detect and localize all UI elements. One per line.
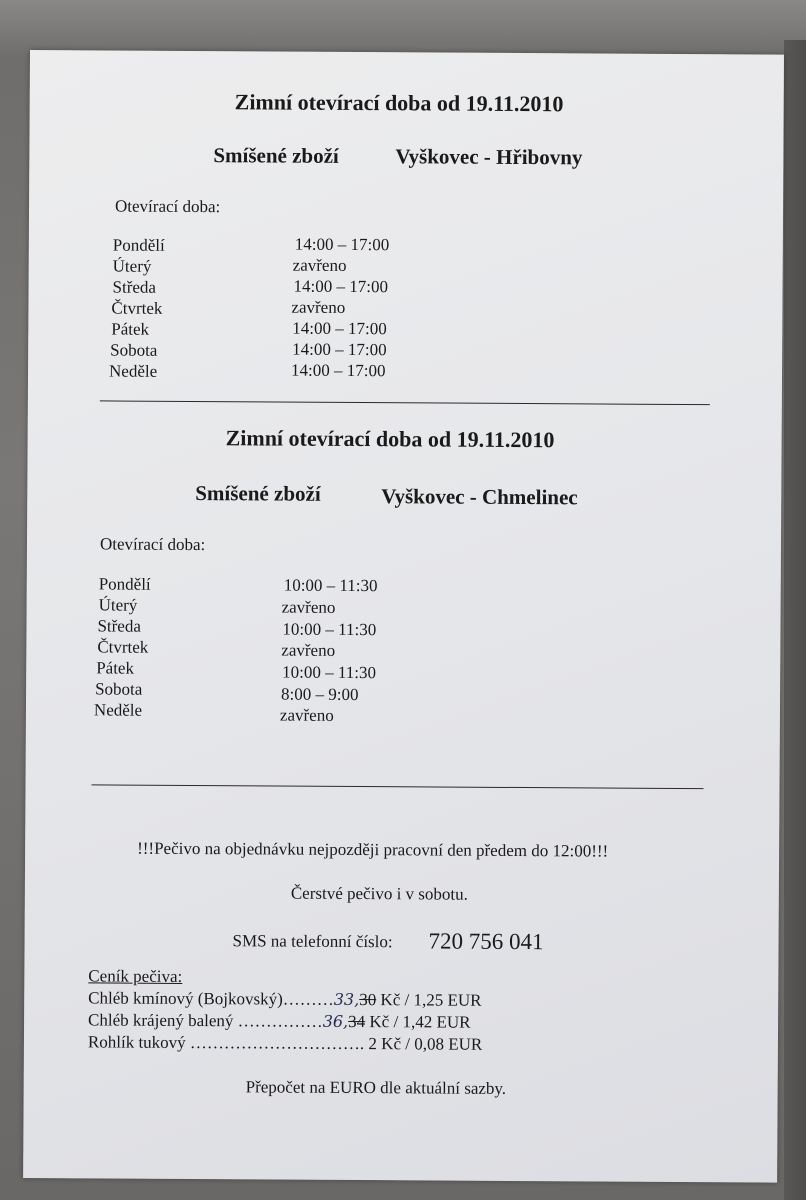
day-hours: zavřeno [279,705,334,725]
saturday-notice: Čerstvé pečivo i v sobotu. [290,883,468,904]
background-edge [784,40,806,1200]
price-row [88,1010,471,1032]
section1-hours-label: Otevírací doba: [114,196,221,217]
day-hours: zavřeno [281,640,336,660]
day-label: Úterý [112,256,152,276]
day-label: Pondělí [112,235,165,255]
price-item-suffix: Kč / 1,42 EUR [365,1012,471,1032]
day-hours: 14:00 – 17:00 [292,318,387,339]
price-item-name: Chléb krájený balený …………… [88,1010,323,1031]
section2-shop-type: Smíšené zboží [195,481,321,506]
day-hours: 14:00 – 17:00 [290,360,386,381]
section1-location: Vyškovec - Hřibovny [395,144,583,170]
day-hours: zavřeno [291,297,346,317]
day-label: Neděle [93,700,143,720]
day-hours: 14:00 – 17:00 [294,234,390,255]
day-label: Pondělí [98,574,151,594]
divider [92,784,704,789]
handwritten-price: 36, [322,1011,349,1031]
divider [100,400,710,405]
section2-title: Zimní otevírací doba od 19.11.2010 [225,425,555,453]
order-notice: !!!Pečivo na objednávku nejpozději pracovní den předem do 12:00!!! [137,838,609,861]
day-hours: 10:00 – 11:30 [282,619,377,640]
day-hours: zavřeno [281,597,336,617]
price-row [88,988,481,1010]
sms-label: SMS na telefonní číslo: [232,931,393,952]
price-item-suffix: 2 Kč / 0,08 EUR [364,1034,483,1054]
day-hours: 14:00 – 17:00 [293,276,389,297]
day-label: Neděle [108,361,158,381]
day-hours: 8:00 – 9:00 [281,684,359,705]
day-label: Sobota [110,340,158,360]
day-label: Čtvrtek [111,298,163,318]
printed-price-crossed: 30 [359,990,377,1010]
price-item-name: Rohlík tukový …………………………. [87,1032,365,1054]
day-label: Středa [112,277,157,297]
section2-hours-label: Otevírací doba: [99,534,206,555]
day-hours: 10:00 – 11:30 [282,662,377,683]
price-item-name: Chléb kmínový (Bojkovský)……… [88,988,334,1009]
day-label: Pátek [111,319,150,339]
section1-shop-type: Smíšené zboží [213,143,339,168]
section2-location: Vyškovec - Chmelinec [381,484,578,510]
price-heading: Ceník pečiva: [88,966,183,986]
day-label: Úterý [98,595,138,615]
paper-sheet [23,50,784,1183]
printed-price-crossed: 34 [348,1011,366,1032]
day-label: Pátek [96,658,135,678]
phone-number: 720 756 041 [428,928,544,955]
day-label: Sobota [95,679,143,699]
day-label: Středa [97,616,141,636]
handwritten-price: 33, [333,989,360,1010]
price-item-suffix: Kč / 1,25 EUR [376,990,482,1010]
day-hours: 14:00 – 17:00 [292,339,387,360]
euro-note: Přepočet na EURO dle aktuální sazby. [245,1077,507,1098]
day-hours: 10:00 – 11:30 [283,575,378,596]
day-hours: zavřeno [292,255,347,275]
day-label: Čtvrtek [97,637,149,657]
price-row [88,1032,482,1054]
section1-title: Zimní otevírací doba od 19.11.2010 [234,89,564,117]
